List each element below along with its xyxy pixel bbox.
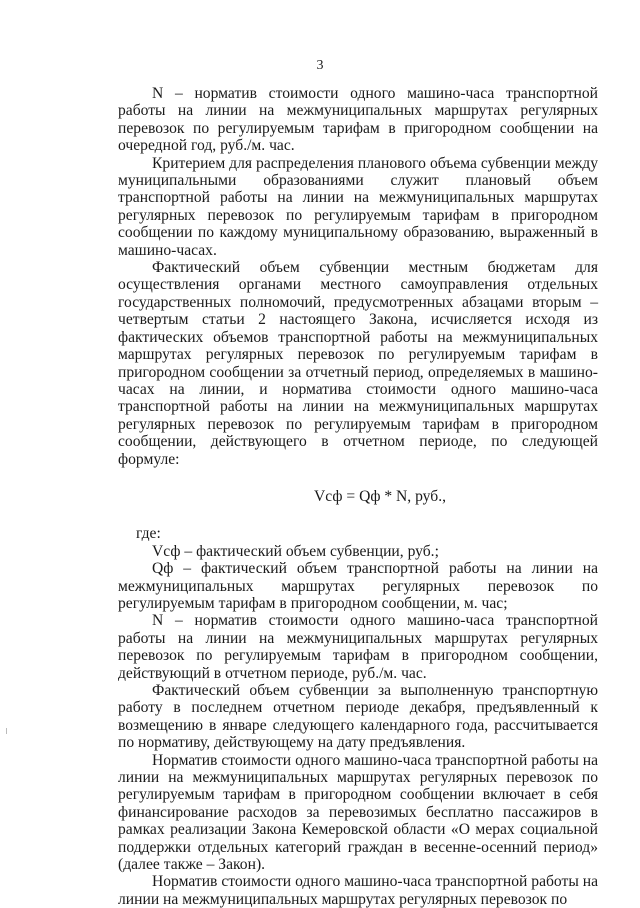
definition-vsf: Vсф – фактический объем субвенции, руб.; [152,542,439,560]
paragraph-distribution-criterion: Критерием для распределения планового объема субвенции между муниципальными образованиями служит плановый объем транспортной работы на линии на межмуниципальных маршрутах регулярных перевозок по регулируемым тарифам в пригородном сообщении по каждому муниципальному образованию, выраженный в машино-часах. [118,154,598,259]
page-number: 3 [316,58,324,73]
document-body [118,85,598,908]
paragraph-actual-volume: Фактический объем субвенции местным бюджетам для осуществления органами местного самоуправления отдельных государственных полномочий, предусмотренных абзацами вторым – четвертым статьи 2 настоящего Закона, исчисляется исходя из фактических объемов транспортной работы на межмуниципальных маршрутах регулярных перевозок по регулируемым тарифам в пригородном сообщении за отчетный период, определяемых в машино-часах на линии, и норматива стоимости одного машино-часа транспортной работы на линии на межмуниципальных маршрутах регулярных перевозок по регулируемым тарифам в пригородном сообщении, действующего в отчетном периоде, по следующей формуле: [118,259,598,468]
definition-qf: Qф – фактический объем транспортной работы на линии на межмуниципальных маршрутах регулярных перевозок по регулируемым тарифам в пригородном сообщении, м. час; [118,560,598,612]
definition-n: N – норматив стоимости одного машино-часа транспортной работы на линии на межмуниципальных маршрутах регулярных перевозок по регулируемым тарифам в пригородном сообщении, действующий в отчетном периоде, руб./м. час. [118,612,598,682]
paragraph-norm-continued: Норматив стоимости одного машино-часа транспортной работы на линии на межмуниципальных маршрутах регулярных перевозок по [118,873,598,908]
where-label: где: [136,525,161,543]
paragraph-norm-includes: Норматив стоимости одного машино-часа транспортной работы на линии на межмуниципальных маршрутах регулярных перевозок по регулируемым тарифам в пригородном сообщении включает в себя финансирование расходов за перевозимых бесплатно пассажиров в рамках реализации Закона Кемеровской области «О мерах социальной поддержки отдельных категорий граждан в весенне-осенний период» (далее также – Закон). [118,751,598,874]
paragraph-december-period: Фактический объем субвенции за выполненную транспортную работу в последнем отчетном периоде декабря, предъявленный к возмещению в январе следующего календарного года, рассчитывается по нормативу, действующему на дату предъявления. [118,682,598,752]
scan-mark [6,728,7,734]
formula: Vсф = Qф * N, руб., [314,487,446,505]
paragraph-norm-definition: N – норматив стоимости одного машино-часа транспортной работы на линии на межмуниципальных маршрутах регулярных перевозок по регулируемым тарифам в пригородном сообщении на очередной год, руб./м. час. [118,85,598,155]
